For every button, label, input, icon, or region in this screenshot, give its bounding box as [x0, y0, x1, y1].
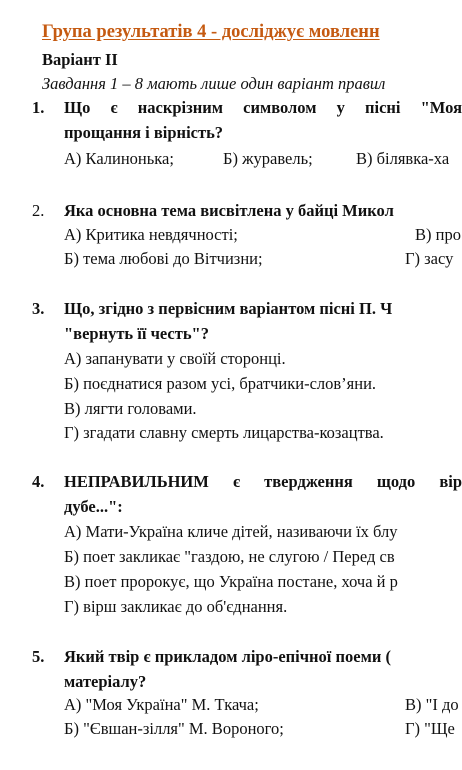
question-text-line: матеріалу?: [64, 672, 147, 691]
question-number: 5.: [32, 647, 45, 666]
answer-option-a: А) Мати-Україна кличе дітей, називаючи їх блу: [64, 522, 398, 541]
answer-option-c: В) про: [415, 225, 461, 244]
answer-option-c: В) "І до: [405, 695, 459, 714]
question-text-line: прощання і вірність?: [64, 123, 224, 142]
answer-option-c: В) білявка-ха: [356, 149, 450, 168]
answer-option-a: А) Критика невдячності;: [64, 225, 238, 244]
answer-option-d: Г) згадати славну смерть лицарства-козацтва.: [64, 423, 384, 442]
answer-option-b: Б) тема любові до Вітчизни;: [64, 249, 263, 268]
variant-label: Варіант ІІ: [42, 50, 118, 69]
answer-option-b: Б) поет закликає "газдою, не слугою / Перед св: [64, 547, 395, 566]
answer-option-b: Б) "Євшан-зілля" М. Вороного;: [64, 719, 284, 738]
question-number: 2.: [32, 201, 45, 220]
question-text-line: дубе...":: [64, 497, 123, 516]
answer-option-b: Б) журавель;: [223, 149, 313, 168]
answer-option-d: Г) "Ще: [405, 719, 455, 738]
answer-option-d: Г) вірш закликає до об'єднання.: [64, 597, 288, 616]
group-title: Група результатів 4 - досліджує мовленн: [42, 22, 380, 42]
answer-option-b: Б) поєднатися разом усі, братчики-слов’яни.: [64, 374, 377, 393]
question-text-line: Який твір є прикладом ліро-епічної поеми (: [64, 647, 391, 666]
answer-option-a: А) "Моя Україна" М. Ткача;: [64, 695, 259, 714]
question-text-line: Що є наскрізним символом у пісні "Моя: [64, 98, 462, 117]
answer-option-c: В) лягти головами.: [64, 399, 197, 418]
question-text-line: НЕПРАВИЛЬНИМ є твердження щодо вір: [64, 472, 462, 491]
question-text-line: "вернуть її честь"?: [64, 324, 209, 343]
answer-option-a: А) запанувати у своїй сторонці.: [64, 349, 286, 368]
question-text-line: Яка основна тема висвітлена у байці Микол: [64, 201, 394, 220]
question-number: 1.: [32, 98, 45, 117]
question-text-line: Що, згідно з первісним варіантом пісні П. Ч: [64, 299, 393, 318]
question-number: 3.: [32, 299, 45, 318]
answer-option-c: В) поет пророкує, що Україна постане, хоча й р: [64, 572, 398, 591]
answer-option-d: Г) засу: [405, 249, 454, 268]
question-number: 4.: [32, 472, 45, 491]
instruction-text: Завдання 1 – 8 мають лише один варіант правил: [42, 74, 386, 93]
answer-option-a: А) Калинонька;: [64, 149, 174, 168]
